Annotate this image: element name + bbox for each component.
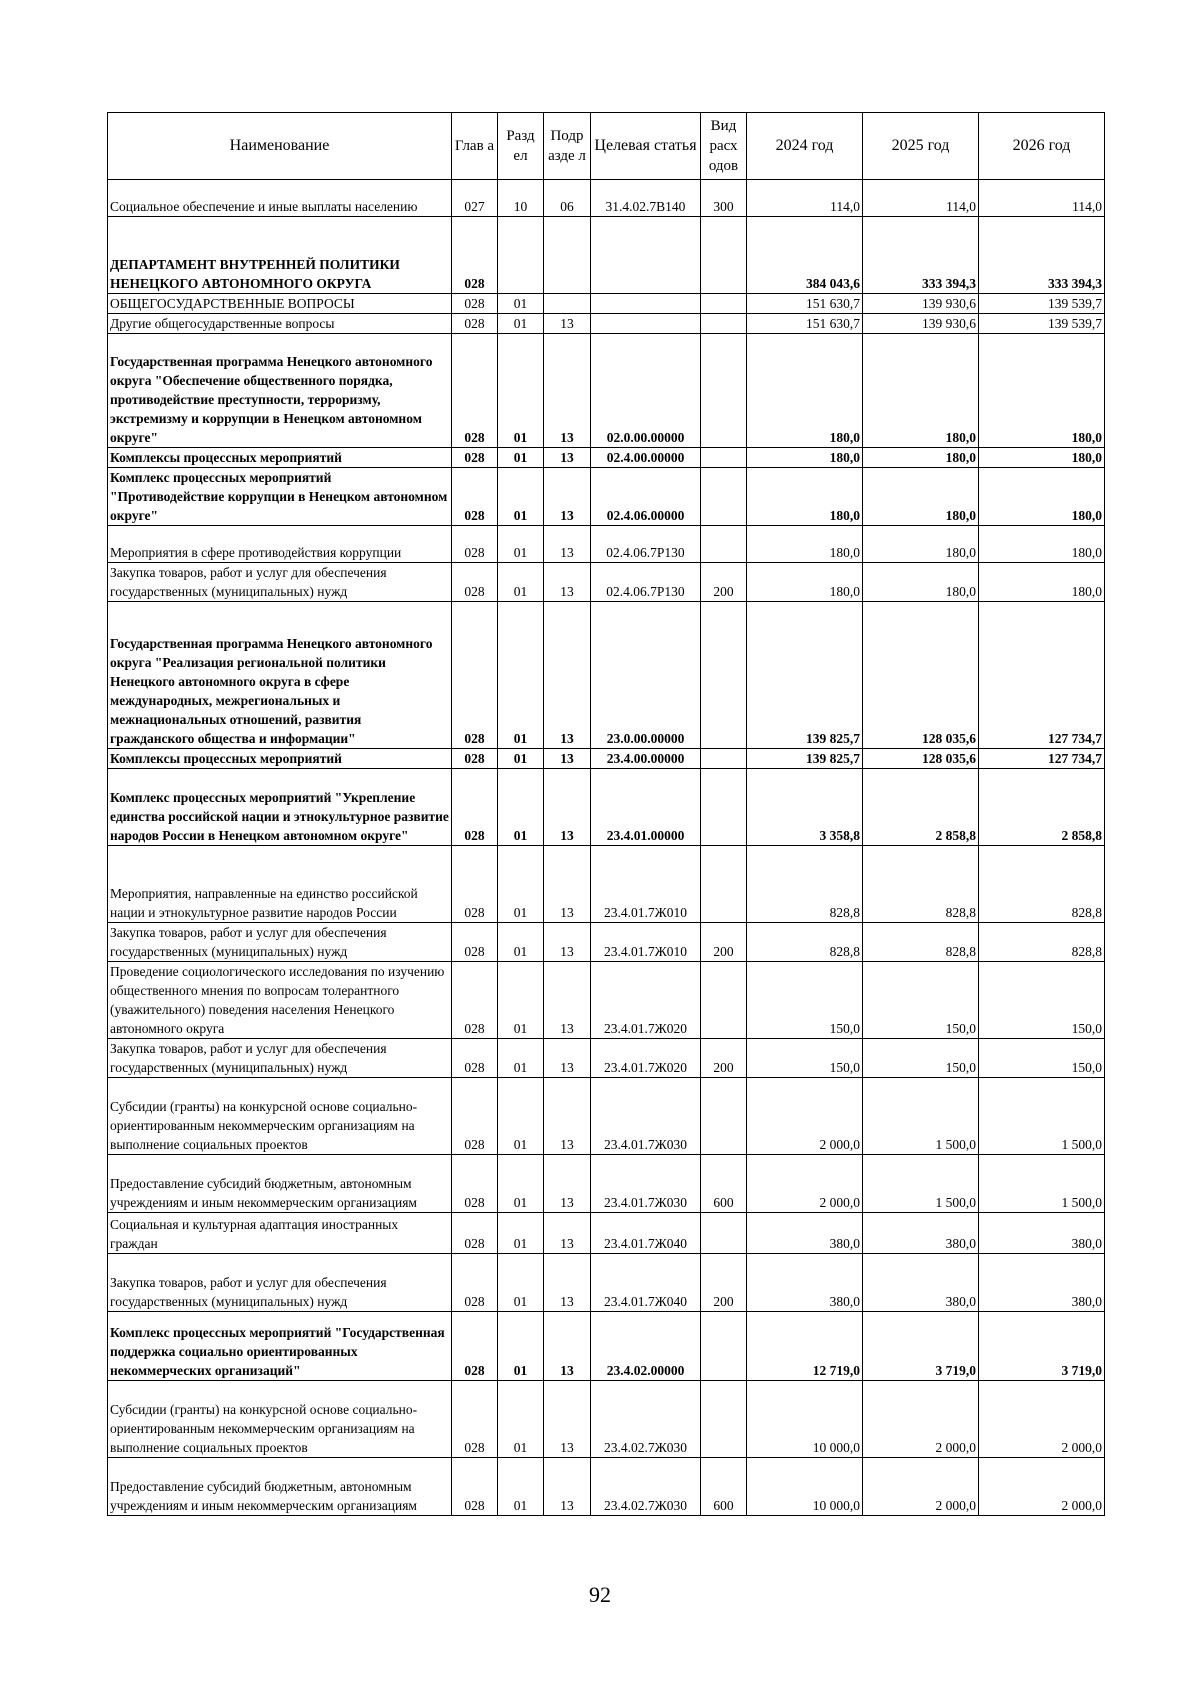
cell-podrazdel: 06 [544,180,591,217]
cell-2025: 2 000,0 [863,1458,979,1516]
cell-vid [701,1381,747,1458]
cell-name: Субсидии (гранты) на конкурсной основе социально-ориентированным некоммерческим организациям на выполнение социальных проектов [108,1078,452,1155]
cell-2025: 2 858,8 [863,769,979,846]
cell-2026: 828,8 [979,923,1105,962]
cell-statya: 23.4.01.7Ж010 [591,923,701,962]
cell-name: Закупка товаров, работ и услуг для обеспечения государственных (муниципальных) нужд [108,563,452,602]
cell-2025: 128 035,6 [863,749,979,769]
table-row [108,1254,1105,1312]
cell-glava: 028 [452,602,498,749]
cell-2025: 180,0 [863,448,979,468]
header-glava: Глав а [452,113,498,180]
cell-statya [591,294,701,314]
table-row [108,602,1105,749]
header-2025: 2025 год [863,113,979,180]
cell-glava: 028 [452,1458,498,1516]
cell-2024: 139 825,7 [747,749,863,769]
cell-2026: 139 539,7 [979,294,1105,314]
table-row [108,468,1105,526]
cell-2026: 2 000,0 [979,1381,1105,1458]
cell-podrazdel: 13 [544,962,591,1039]
cell-glava: 028 [452,448,498,468]
cell-name: Закупка товаров, работ и услуг для обеспечения государственных (муниципальных) нужд [108,1254,452,1312]
cell-podrazdel: 13 [544,923,591,962]
table-row [108,1312,1105,1381]
table-row [108,1458,1105,1516]
cell-vid [701,1213,747,1254]
table-row [108,563,1105,602]
cell-podrazdel: 13 [544,526,591,563]
cell-vid: 200 [701,1254,747,1312]
cell-2025: 180,0 [863,563,979,602]
cell-statya: 23.4.02.7Ж030 [591,1458,701,1516]
cell-2026: 180,0 [979,448,1105,468]
cell-2024: 150,0 [747,962,863,1039]
cell-statya [591,217,701,294]
cell-2026: 828,8 [979,846,1105,923]
cell-podrazdel: 13 [544,314,591,334]
cell-razdel: 01 [498,1213,544,1254]
cell-razdel: 01 [498,1039,544,1078]
cell-podrazdel: 13 [544,1312,591,1381]
cell-2024: 3 358,8 [747,769,863,846]
cell-statya: 23.4.00.00000 [591,749,701,769]
cell-glava: 028 [452,1213,498,1254]
table-row [108,448,1105,468]
cell-vid [701,749,747,769]
cell-2025: 139 930,6 [863,294,979,314]
cell-2026: 139 539,7 [979,314,1105,334]
cell-2024: 2 000,0 [747,1155,863,1213]
cell-statya: 02.4.06.7Р130 [591,526,701,563]
cell-name: Социальное обеспечение и иные выплаты населению [108,180,452,217]
cell-2025: 128 035,6 [863,602,979,749]
table-body [108,180,1105,1516]
cell-statya: 23.4.01.7Ж030 [591,1155,701,1213]
cell-2024: 180,0 [747,448,863,468]
table-row [108,749,1105,769]
cell-statya: 23.0.00.00000 [591,602,701,749]
cell-2024: 828,8 [747,846,863,923]
cell-podrazdel [544,294,591,314]
cell-statya: 23.4.01.00000 [591,769,701,846]
cell-statya: 23.4.02.00000 [591,1312,701,1381]
cell-razdel: 01 [498,769,544,846]
cell-vid: 600 [701,1155,747,1213]
cell-2024: 180,0 [747,468,863,526]
cell-statya: 23.4.01.7Ж020 [591,1039,701,1078]
cell-podrazdel: 13 [544,563,591,602]
cell-2026: 2 000,0 [979,1458,1105,1516]
cell-razdel: 01 [498,526,544,563]
cell-razdel: 01 [498,1458,544,1516]
cell-vid [701,602,747,749]
header-podrazdel: Подр азде л [544,113,591,180]
cell-statya [591,314,701,334]
cell-name: Государственная программа Ненецкого автономного округа "Реализация региональной политики Ненецкого автономного округа в сфере международных, межрегиональных и межнациональных отношений, развития гражданского общества и информации" [108,602,452,749]
cell-2025: 1 500,0 [863,1155,979,1213]
cell-glava: 028 [452,769,498,846]
cell-2026: 1 500,0 [979,1155,1105,1213]
cell-2026: 114,0 [979,180,1105,217]
cell-podrazdel: 13 [544,846,591,923]
cell-2025: 180,0 [863,526,979,563]
cell-vid: 300 [701,180,747,217]
table-row [108,923,1105,962]
cell-vid [701,217,747,294]
cell-vid [701,294,747,314]
cell-razdel: 01 [498,294,544,314]
cell-statya: 31.4.02.7В140 [591,180,701,217]
cell-2024: 10 000,0 [747,1458,863,1516]
cell-statya: 23.4.01.7Ж010 [591,846,701,923]
cell-glava: 028 [452,217,498,294]
cell-2025: 380,0 [863,1213,979,1254]
cell-statya: 23.4.01.7Ж020 [591,962,701,1039]
cell-2024: 828,8 [747,923,863,962]
cell-2025: 180,0 [863,334,979,448]
cell-2024: 139 825,7 [747,602,863,749]
cell-2024: 151 630,7 [747,314,863,334]
cell-2025: 114,0 [863,180,979,217]
cell-razdel: 01 [498,314,544,334]
cell-name: Комплекс процессных мероприятий "Укрепление единства российской нации и этнокультурное развитие народов России в Ненецком автономном округе" [108,769,452,846]
cell-name: Комплекс процессных мероприятий "Противодействие коррупции в Ненецком автономном округе" [108,468,452,526]
cell-podrazdel: 13 [544,749,591,769]
cell-2026: 2 858,8 [979,769,1105,846]
cell-2024: 180,0 [747,526,863,563]
table-row [108,962,1105,1039]
cell-vid [701,769,747,846]
cell-vid [701,526,747,563]
cell-2024: 2 000,0 [747,1078,863,1155]
cell-vid [701,314,747,334]
cell-2025: 1 500,0 [863,1078,979,1155]
cell-name: Комплексы процессных мероприятий [108,749,452,769]
table-row [108,314,1105,334]
cell-2026: 333 394,3 [979,217,1105,294]
cell-razdel: 01 [498,749,544,769]
header-2024: 2024 год [747,113,863,180]
cell-2024: 380,0 [747,1213,863,1254]
cell-2025: 150,0 [863,1039,979,1078]
cell-razdel: 01 [498,468,544,526]
cell-podrazdel: 13 [544,1213,591,1254]
cell-statya: 02.4.06.7Р130 [591,563,701,602]
cell-2024: 180,0 [747,334,863,448]
cell-2025: 2 000,0 [863,1381,979,1458]
cell-2025: 150,0 [863,962,979,1039]
cell-glava: 028 [452,1078,498,1155]
cell-2025: 180,0 [863,468,979,526]
cell-2026: 3 719,0 [979,1312,1105,1381]
cell-2026: 127 734,7 [979,749,1105,769]
cell-name: Комплекс процессных мероприятий "Государственная поддержка социально ориентированных некоммерческих организаций" [108,1312,452,1381]
cell-2026: 380,0 [979,1213,1105,1254]
header-2026: 2026 год [979,113,1105,180]
cell-2026: 180,0 [979,468,1105,526]
table-row [108,1078,1105,1155]
cell-2024: 180,0 [747,563,863,602]
cell-2025: 333 394,3 [863,217,979,294]
cell-glava: 028 [452,923,498,962]
cell-statya: 02.4.00.00000 [591,448,701,468]
cell-glava: 028 [452,1039,498,1078]
header-vid: Вид расх одов [701,113,747,180]
cell-vid [701,468,747,526]
cell-glava: 028 [452,1254,498,1312]
cell-2026: 180,0 [979,526,1105,563]
cell-vid: 200 [701,923,747,962]
cell-podrazdel: 13 [544,1039,591,1078]
cell-podrazdel: 13 [544,769,591,846]
cell-2024: 384 043,6 [747,217,863,294]
cell-podrazdel: 13 [544,468,591,526]
cell-vid: 600 [701,1458,747,1516]
cell-podrazdel: 13 [544,1078,591,1155]
cell-glava: 028 [452,314,498,334]
page-number: 92 [589,1582,611,1607]
cell-2026: 380,0 [979,1254,1105,1312]
cell-name: Предоставление субсидий бюджетным, автономным учреждениям и иным некоммерческим организациям [108,1458,452,1516]
cell-podrazdel: 13 [544,1381,591,1458]
cell-glava: 028 [452,526,498,563]
cell-podrazdel: 13 [544,334,591,448]
cell-name: Субсидии (гранты) на конкурсной основе социально-ориентированным некоммерческим организациям на выполнение социальных проектов [108,1381,452,1458]
cell-razdel: 10 [498,180,544,217]
cell-glava: 028 [452,962,498,1039]
cell-vid [701,1312,747,1381]
cell-2024: 12 719,0 [747,1312,863,1381]
cell-2025: 828,8 [863,846,979,923]
cell-2025: 380,0 [863,1254,979,1312]
cell-name: Предоставление субсидий бюджетным, автономным учреждениям и иным некоммерческим организациям [108,1155,452,1213]
cell-2025: 3 719,0 [863,1312,979,1381]
cell-glava: 028 [452,563,498,602]
table-row [108,846,1105,923]
cell-2026: 180,0 [979,563,1105,602]
cell-vid [701,962,747,1039]
cell-name: ОБЩЕГОСУДАРСТВЕННЫЕ ВОПРОСЫ [108,294,452,314]
cell-2026: 180,0 [979,334,1105,448]
table-row [108,1381,1105,1458]
cell-vid: 200 [701,1039,747,1078]
cell-name: Проведение социологического исследования по изучению общественного мнения по вопросам толерантного (уважительного) поведения населения Ненецкого автономного округа [108,962,452,1039]
cell-statya: 02.4.06.00000 [591,468,701,526]
header-razdel: Разд ел [498,113,544,180]
table-row [108,217,1105,294]
cell-razdel: 01 [498,1312,544,1381]
cell-podrazdel [544,217,591,294]
cell-2024: 114,0 [747,180,863,217]
cell-vid [701,334,747,448]
cell-glava: 028 [452,1312,498,1381]
cell-razdel: 01 [498,602,544,749]
cell-name: ДЕПАРТАМЕНТ ВНУТРЕННЕЙ ПОЛИТИКИ НЕНЕЦКОГО АВТОНОМНОГО ОКРУГА [108,217,452,294]
table-row [108,526,1105,563]
cell-razdel: 01 [498,563,544,602]
cell-2026: 1 500,0 [979,1078,1105,1155]
cell-razdel: 01 [498,1254,544,1312]
cell-statya: 23.4.01.7Ж030 [591,1078,701,1155]
cell-2026: 150,0 [979,962,1105,1039]
cell-2025: 139 930,6 [863,314,979,334]
cell-2026: 127 734,7 [979,602,1105,749]
cell-name: Мероприятия в сфере противодействия коррупции [108,526,452,563]
table-row [108,180,1105,217]
cell-2024: 151 630,7 [747,294,863,314]
cell-2024: 10 000,0 [747,1381,863,1458]
cell-vid [701,846,747,923]
header-statya: Целевая статья [591,113,701,180]
cell-vid [701,448,747,468]
cell-glava: 027 [452,180,498,217]
cell-name: Закупка товаров, работ и услуг для обеспечения государственных (муниципальных) нужд [108,1039,452,1078]
cell-razdel: 01 [498,334,544,448]
cell-razdel: 01 [498,1155,544,1213]
cell-podrazdel: 13 [544,602,591,749]
budget-table [107,112,1105,1516]
cell-podrazdel: 13 [544,1155,591,1213]
table-row [108,334,1105,448]
cell-name: Другие общегосударственные вопросы [108,314,452,334]
table-row [108,1039,1105,1078]
table-row [108,1155,1105,1213]
cell-name: Социальная и культурная адаптация иностранных граждан [108,1213,452,1254]
cell-razdel: 01 [498,962,544,1039]
cell-vid: 200 [701,563,747,602]
cell-2024: 150,0 [747,1039,863,1078]
cell-razdel: 01 [498,846,544,923]
cell-razdel: 01 [498,1078,544,1155]
cell-name: Комплексы процессных мероприятий [108,448,452,468]
table-row [108,1213,1105,1254]
cell-glava: 028 [452,468,498,526]
table-row [108,294,1105,314]
cell-glava: 028 [452,294,498,314]
cell-glava: 028 [452,749,498,769]
cell-statya: 23.4.02.7Ж030 [591,1381,701,1458]
cell-podrazdel: 13 [544,448,591,468]
cell-statya: 23.4.01.7Ж040 [591,1213,701,1254]
cell-glava: 028 [452,1381,498,1458]
cell-razdel: 01 [498,923,544,962]
cell-name: Закупка товаров, работ и услуг для обеспечения государственных (муниципальных) нужд [108,923,452,962]
cell-razdel [498,217,544,294]
cell-statya: 23.4.01.7Ж040 [591,1254,701,1312]
header-name: Наименование [108,113,452,180]
cell-name: Мероприятия, направленные на единство российской нации и этнокультурное развитие народов России [108,846,452,923]
cell-glava: 028 [452,334,498,448]
cell-2026: 150,0 [979,1039,1105,1078]
table-header-row [108,113,1105,180]
cell-statya: 02.0.00.00000 [591,334,701,448]
cell-glava: 028 [452,1155,498,1213]
cell-2025: 828,8 [863,923,979,962]
cell-podrazdel: 13 [544,1458,591,1516]
cell-vid [701,1078,747,1155]
cell-name: Государственная программа Ненецкого автономного округа "Обеспечение общественного порядка, противодействие преступности, терроризму, экстремизму и коррупции в Ненецком автономном округе" [108,334,452,448]
cell-razdel: 01 [498,448,544,468]
cell-razdel: 01 [498,1381,544,1458]
table-row [108,769,1105,846]
cell-glava: 028 [452,846,498,923]
cell-podrazdel: 13 [544,1254,591,1312]
cell-2024: 380,0 [747,1254,863,1312]
